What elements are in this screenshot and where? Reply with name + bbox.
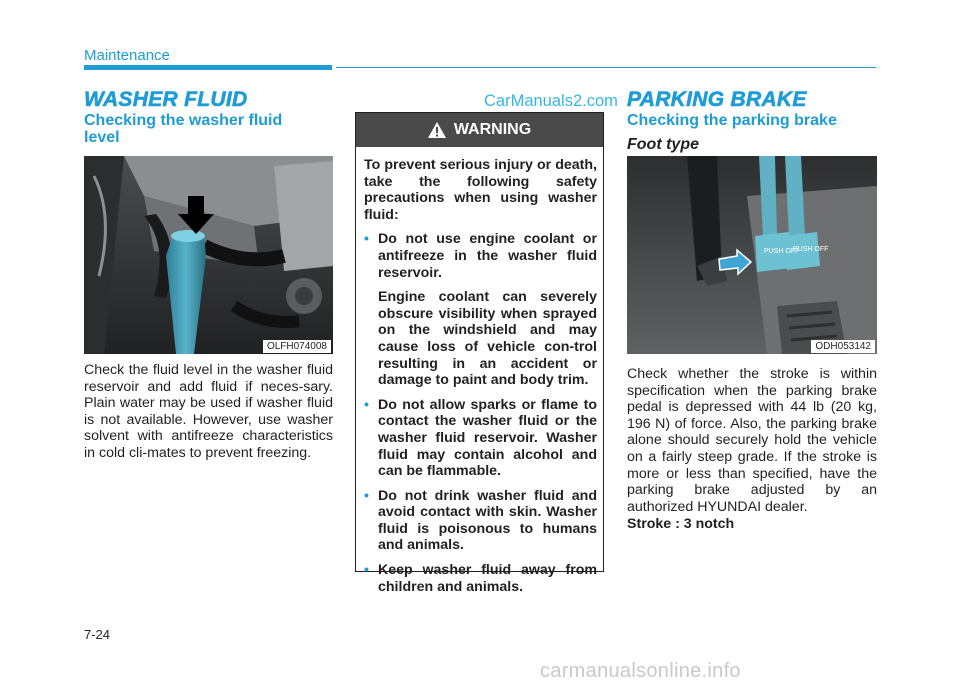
warning-intro: To prevent serious injury or death, take the following safety precautions when using washer fluid:: [364, 157, 597, 223]
header-rule-thick: [84, 65, 332, 70]
pedal-label-2: PUSH OFF: [793, 246, 829, 253]
warning-label: WARNING: [453, 121, 532, 138]
washer-reservoir-photo: [84, 156, 333, 354]
warning-item: • Do not allow sparks or flame to contact the washer fluid or the washer fluid reservoir. Washer fluid may contain alcohol and can be flammable.: [364, 397, 597, 480]
parking-brake-photo: [627, 156, 877, 354]
foot-type-heading: Foot type: [627, 136, 699, 153]
footer-watermark: carmanualsonline.info: [540, 660, 741, 682]
pedal-illustration: [627, 156, 877, 354]
watermark: CarManuals2.com: [484, 92, 618, 110]
photo-code: OLFH074008: [263, 340, 331, 353]
warning-item-detail: Engine coolant can severely obscure visibility when sprayed on the windshield and may cause loss of vehicle con-trol resulting in an accident or damage to paint and body trim.: [378, 289, 597, 389]
washer-fluid-subtitle: Checking the washer fluid level: [84, 112, 283, 146]
page-number: 7-24: [84, 627, 111, 642]
parking-brake-subtitle: Checking the parking brake: [627, 112, 837, 129]
warning-header: [356, 113, 603, 147]
parking-brake-body: Check whether the stroke is within specification when the parking brake pedal is depressed with 44 lb (20 kg, 196 N) of force. Also, the parking brake alone should securely hold the vehicle on a fairly steep grade. If the stroke is more or less than specified, have the parking brake adjusted by an authorized HYUNDAI dealer.: [627, 366, 877, 515]
engine-bay-illustration: [84, 156, 333, 354]
parking-brake-title: PARKING BRAKE: [627, 88, 807, 111]
warning-triangle-icon: [428, 122, 446, 138]
header-rule-thin: [336, 67, 876, 68]
warning-item-text: • Do not use engine coolant or antifreeze in the washer fluid reservoir.: [378, 231, 597, 281]
washer-fluid-body: Check the fluid level in the washer fluid reservoir and add fluid if neces-sary. Plain water may be used if washer fluid is not available. However, use washer solvent with antifreeze characteristics in cold cli-mates to prevent freezing.: [84, 362, 333, 461]
pedal-label-1: PUSH OFF: [764, 248, 800, 255]
warning-body: [364, 157, 597, 603]
washer-fluid-title: WASHER FLUID: [84, 88, 248, 111]
warning-item: • Keep washer fluid away from children and animals.: [364, 562, 597, 595]
photo-code: ODH053142: [811, 340, 875, 353]
warning-box: [355, 112, 604, 595]
warning-item: [364, 231, 597, 388]
section-label: Maintenance: [84, 47, 170, 64]
stroke-spec: Stroke : 3 notch: [627, 516, 735, 532]
warning-item: • Do not drink washer fluid and avoid contact with skin. Washer fluid is poisonous to humans and animals.: [364, 488, 597, 554]
